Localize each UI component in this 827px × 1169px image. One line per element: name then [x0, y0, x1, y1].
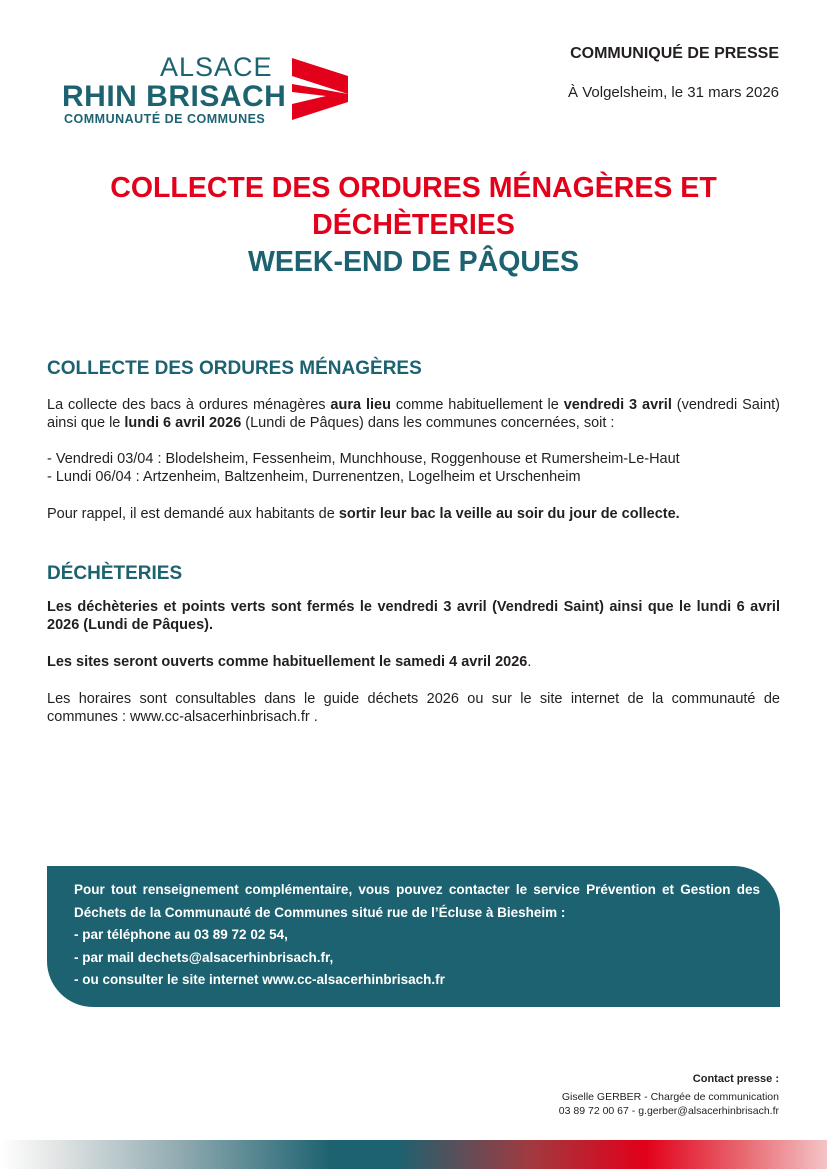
decheteries-open-paragraph	[47, 653, 780, 671]
main-title-line-1: COLLECTE DES ORDURES MÉNAGÈRES ET	[110, 172, 717, 204]
info-box-intro: Pour tout renseignement complémentaire, vous pouvez contacter le service Prévention et Gestion des Déchets de la Communauté de Communes situé rue de l’Écluse à Biesheim :	[74, 882, 760, 920]
reminder-text-bold: sortir leur bac la veille au soir du jour de collecte.	[338, 506, 680, 522]
section-heading-decheteries: DÉCHÈTERIES	[47, 563, 183, 584]
decheteries-open-text: Les sites seront ouverts comme habituellement le samedi 4 avril 2026	[47, 654, 528, 670]
press-contact-details: 03 89 72 00 67 - g.gerber@alsacerhinbrisach.fr	[558, 1105, 779, 1117]
collecte-date-monday: lundi 6 avril 2026	[124, 415, 242, 431]
decheteries-closed-paragraph	[47, 598, 780, 634]
collecte-text: (vendredi Saint) ainsi que le	[47, 397, 781, 431]
press-contact-label-text: Contact presse :	[692, 1073, 779, 1085]
section-heading-collecte: COLLECTE DES ORDURES MÉNAGÈRES	[47, 358, 422, 379]
contact-first-name: Giselle	[561, 1091, 597, 1103]
collecte-reminder	[47, 505, 780, 523]
collecte-item-friday: - Vendredi 03/04 : Blodelsheim, Fessenheim, Munchhouse, Roggenhouse et Rumersheim-Le-Haut	[47, 451, 680, 467]
collecte-item-monday: - Lundi 06/04 : Artzenheim, Baltzenheim, Durrenentzen, Logelheim et Urschenheim	[47, 469, 581, 485]
press-contact-name	[479, 1090, 779, 1104]
collecte-date-friday: vendredi 3 avril	[563, 397, 672, 413]
logo-line-communaute: COMMUNAUTÉ DE COMMUNES	[64, 112, 266, 126]
collecte-text: La collecte des bacs à ordures ménagères	[47, 397, 331, 413]
logo-line-rhin-brisach: RHIN BRISACH	[62, 80, 287, 113]
collecte-paragraph	[47, 396, 780, 432]
collecte-text: (Lundi de Pâques) dans les communes concernées, soit :	[241, 415, 615, 431]
info-box	[47, 866, 780, 1007]
decheteries-closed-text: Les déchèteries et points verts sont fermés le vendredi 3 avril (Vendredi Saint) ainsi que le lundi 6 avril 2026 (Lundi de Pâques).	[47, 599, 780, 633]
double-chevron-arrow-icon	[292, 54, 350, 124]
reminder-text: Pour rappel, il est demandé aux habitants de	[47, 506, 339, 522]
main-title-line-3: WEEK-END DE PÂQUES	[248, 246, 579, 278]
info-box-website: - ou consulter le site internet www.cc-alsacerhinbrisach.fr	[74, 972, 445, 987]
contact-role: - Chargée de communication	[641, 1091, 779, 1103]
decheteries-open-period: .	[527, 654, 532, 670]
footer-gradient-bar	[0, 1140, 827, 1169]
logo-line-alsace: ALSACE	[160, 52, 273, 82]
logo	[62, 52, 352, 128]
collecte-text-bold: aura lieu	[330, 397, 391, 413]
press-contact-label	[479, 1072, 779, 1086]
info-box-phone: - par téléphone au 03 89 72 02 54,	[74, 927, 288, 942]
main-title-line-2: DÉCHÈTERIES	[312, 209, 515, 241]
info-box-email: - par mail dechets@alsacerhinbrisach.fr,	[74, 949, 334, 965]
collecte-text: comme habituellement le	[390, 397, 564, 413]
contact-last-name: GERBER	[596, 1091, 642, 1103]
decheteries-hours-paragraph: Les horaires sont consultables dans le guide déchets 2026 ou sur le site internet de la communauté de communes : www.cc-alsacerhinbrisach.fr .	[47, 691, 780, 725]
press-release-date: À Volgelsheim, le 31 mars 2026	[568, 84, 779, 101]
main-title	[40, 170, 787, 281]
press-release-label: COMMUNIQUÉ DE PRESSE	[570, 45, 779, 62]
